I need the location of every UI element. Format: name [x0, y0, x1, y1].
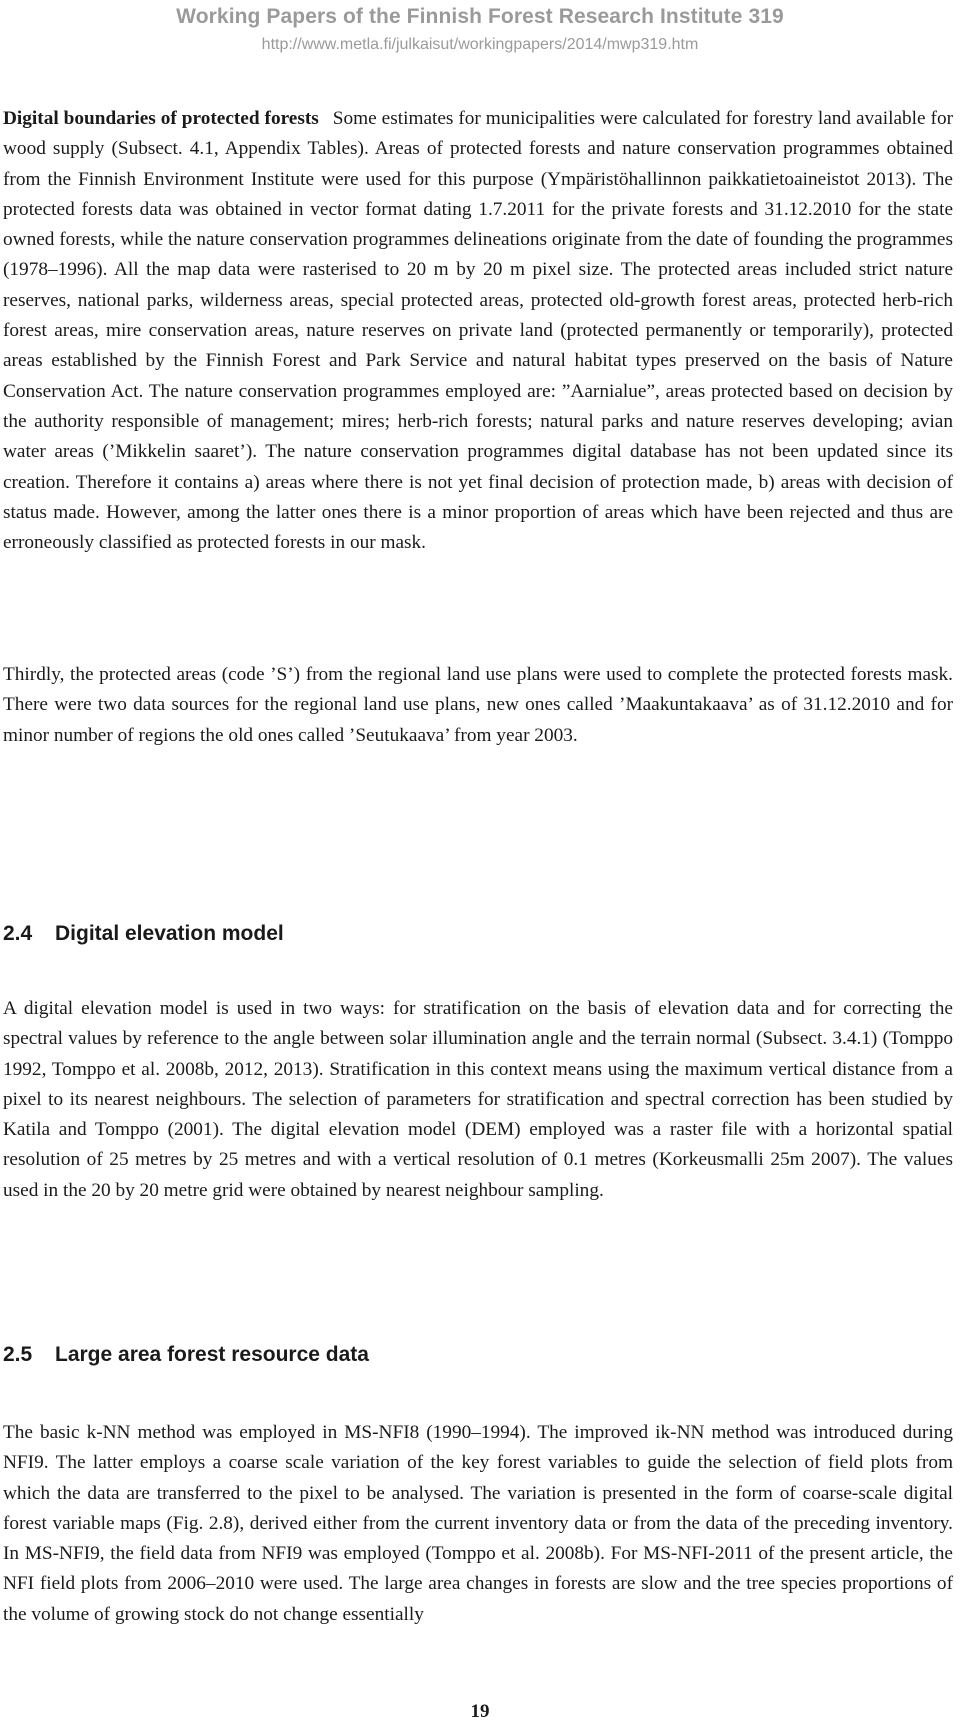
paragraph-regional-plans — [3, 660, 953, 751]
run-in-heading: Digital boundaries of protected forests — [3, 108, 319, 129]
header-title: Working Papers of the Finnish Forest Research Institute 319 — [176, 5, 784, 28]
paragraph-text: A digital elevation model is used in two ways: for stratification on the basis of elevation data and for correcting the spectral values by reference to the angle between solar illumination angle and the terrain normal (Subsect. 3.4.1) (Tomppo 1992, Tomppo et al. 2008b, 2012, 2013). Stratification in this context means using the maximum vertical distance from a pixel to its nearest neighbours. The selection of parameters for stratification and spectral correction has been studied by Katila and Tomppo (2001). The digital elevation model (DEM) employed was a raster file with a horizontal spatial resolution of 25 metres by 25 metres and with a vertical resolution of 0.1 metres (Korkeusmalli 25m 2007). The values used in the 20 by 20 metre grid were obtained by nearest neighbour sampling. — [3, 998, 953, 1201]
section-heading-2-4 — [3, 921, 284, 947]
section-number: 2.5 — [3, 1343, 33, 1366]
page-number: 19 — [470, 1701, 490, 1722]
paragraph-protected-forests — [3, 104, 953, 558]
paragraph-dem — [3, 994, 953, 1206]
paragraph-forest-resource — [3, 1418, 953, 1630]
paragraph-text: The basic k-NN method was employed in MS-NFI8 (1990–1994). The improved ik-NN method was introduced during NFI9. The latter employs a coarse scale variation of the key forest variables to guide the selection of field plots from which the data are transferred to the pixel to be analysed. The variation is presented in the form of coarse-scale digital forest variable maps (Fig. 2.8), derived either from the current inventory data or from the data of the preceding inventory. In MS-NFI9, the field data from NFI9 was employed (Tomppo et al. 2008b). For MS-NFI-2011 of the present article, the NFI field plots from 2006–2010 were used. The large area changes in forests are slow and the tree species proportions of the volume of growing stock do not change essentially — [3, 1422, 953, 1625]
paragraph-text: Thirdly, the protected areas (code ’S’) from the regional land use plans were used to complete the protected forests mask. There were two data sources for the regional land use plans, new ones called ’Maakuntakaava’ as of 31.12.2010 and for minor number of regions the old ones called ’Seutukaava’ from year 2003. — [3, 664, 953, 746]
section-number: 2.4 — [3, 922, 33, 945]
section-title: Digital elevation model — [55, 922, 284, 945]
section-heading-2-5 — [3, 1342, 369, 1368]
paragraph-text: Some estimates for municipalities were calculated for forestry land available for wood supply (Subsect. 4.1, Appendix Tables). Areas of protected forests and nature conservation programmes obtained from the Finnish Environment Institute were used for this purpose (Ympäristöhallinnon paikkatietoaineistot 2013). The protected forests data was obtained in vector format dating 1.7.2011 for the private forests and 31.12.2010 for the state owned forests, while the nature conservation programmes delineations originate from the date of founding the programmes (1978–1996). All the map data were rasterised to 20 m by 20 m pixel size. The protected areas included strict nature reserves, national parks, wilderness areas, special protected areas, protected old-growth forest areas, protected herb-rich forest areas, mire conservation areas, nature reserves on private land (protected permanently or temporarily), protected areas established by the Finnish Forest and Park Service and natural habitat types preserved on the basis of Nature Conservation Act. The nature conservation programmes employed are: ”Aarnialue”, areas protected based on decision by the authority responsible of management; mires; herb-rich forests; natural parks and nature reserves developing; avian water areas (’Mikkelin saaret’). The nature conservation programmes digital database has not been updated since its creation. Therefore it contains a) areas where there is not yet final decision of protection made, b) areas with decision of status made. However, among the latter ones there is a minor proportion of areas which have been rejected and thus are erroneously classified as protected forests in our mask. — [3, 108, 954, 554]
header-url[interactable]: http://www.metla.fi/julkaisut/workingpapers/2014/mwp319.htm — [261, 36, 699, 53]
running-header — [0, 4, 960, 56]
section-title: Large area forest resource data — [55, 1343, 369, 1366]
